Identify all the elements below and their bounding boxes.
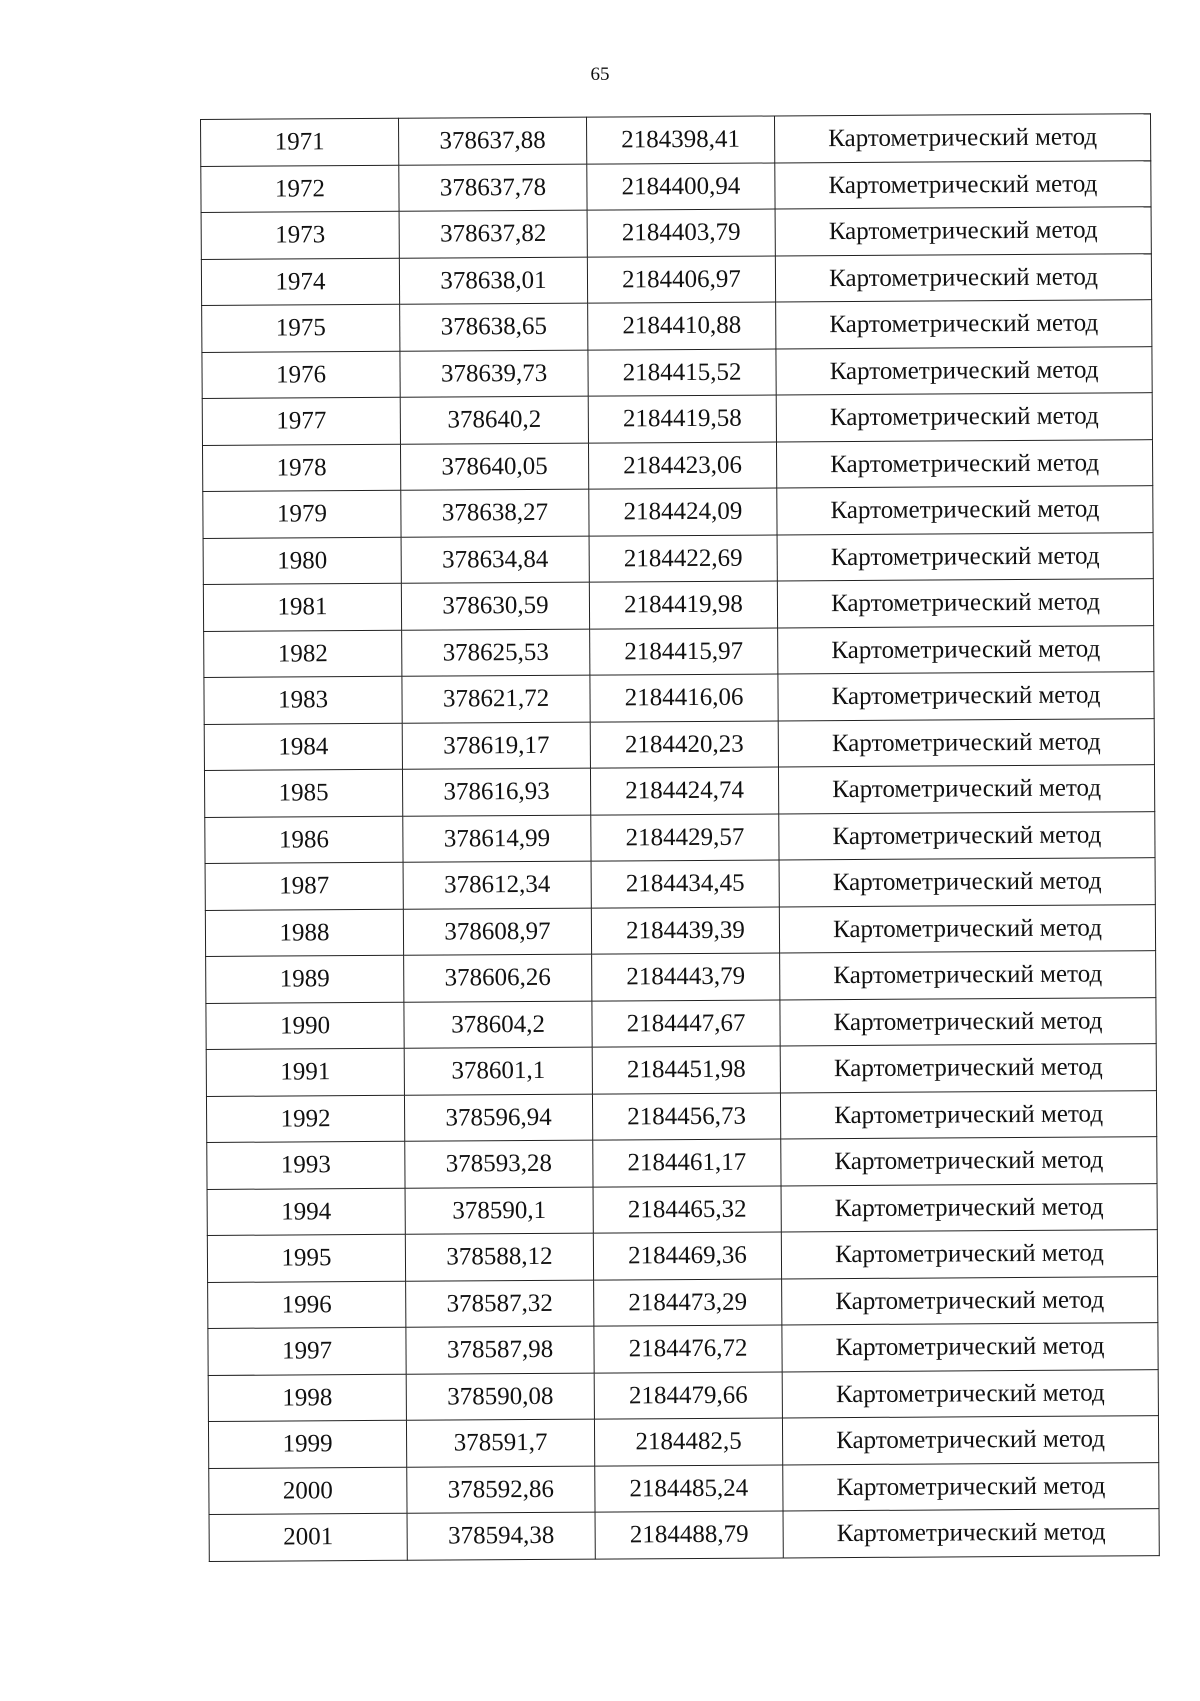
method-cell: Картометрический метод (782, 1276, 1158, 1325)
point-number-cell: 1982 (204, 630, 402, 678)
page-number: 65 (590, 64, 610, 85)
x-coordinate-cell: 378592,86 (407, 1466, 595, 1514)
method-cell: Картометрический метод (779, 811, 1155, 860)
method-cell: Картометрический метод (781, 1137, 1157, 1186)
x-coordinate-cell: 378587,32 (406, 1280, 594, 1328)
table-row (204, 718, 1154, 770)
x-coordinate-cell: 378640,05 (400, 443, 588, 491)
table-row (205, 811, 1155, 863)
point-number-cell: 1989 (206, 955, 404, 1003)
y-coordinate-cell: 2184447,67 (592, 999, 780, 1047)
point-number-cell: 1986 (205, 816, 403, 864)
method-cell: Картометрический метод (777, 486, 1153, 535)
x-coordinate-cell: 378638,27 (401, 489, 589, 537)
y-coordinate-cell: 2184419,98 (589, 581, 777, 629)
y-coordinate-cell: 2184473,29 (594, 1278, 782, 1326)
method-cell: Картометрический метод (775, 253, 1151, 302)
y-coordinate-cell: 2184424,74 (590, 767, 778, 815)
table-row (207, 1137, 1157, 1189)
point-number-cell: 2000 (209, 1467, 407, 1515)
x-coordinate-cell: 378637,78 (399, 164, 587, 212)
coordinates-table-body (201, 114, 1160, 1561)
x-coordinate-cell: 378604,2 (404, 1001, 592, 1049)
table-row (203, 532, 1153, 584)
point-number-cell: 1971 (201, 118, 399, 166)
y-coordinate-cell: 2184439,39 (591, 906, 779, 954)
method-cell: Картометрический метод (779, 858, 1155, 907)
y-coordinate-cell: 2184424,09 (589, 488, 777, 536)
coordinates-table (200, 113, 1160, 1561)
y-coordinate-cell: 2184403,79 (587, 209, 775, 257)
y-coordinate-cell: 2184419,58 (588, 395, 776, 443)
table-row (202, 393, 1152, 445)
point-number-cell: 1981 (203, 583, 401, 631)
x-coordinate-cell: 378587,98 (406, 1326, 594, 1374)
x-coordinate-cell: 378591,7 (406, 1419, 594, 1467)
point-number-cell: 1978 (202, 444, 400, 492)
point-number-cell: 1995 (207, 1234, 405, 1282)
x-coordinate-cell: 378619,17 (402, 722, 590, 770)
point-number-cell: 1979 (203, 490, 401, 538)
method-cell: Картометрический метод (776, 346, 1152, 395)
x-coordinate-cell: 378588,12 (405, 1233, 593, 1281)
x-coordinate-cell: 378637,88 (398, 117, 586, 165)
y-coordinate-cell: 2184416,06 (590, 674, 778, 722)
table-row (201, 114, 1151, 166)
y-coordinate-cell: 2184415,52 (588, 348, 776, 396)
point-number-cell: 1983 (204, 676, 402, 724)
table-row (202, 300, 1152, 352)
point-number-cell: 1987 (205, 862, 403, 910)
y-coordinate-cell: 2184434,45 (591, 860, 779, 908)
y-coordinate-cell: 2184476,72 (594, 1325, 782, 1373)
y-coordinate-cell: 2184398,41 (586, 116, 774, 164)
y-coordinate-cell: 2184400,94 (587, 162, 775, 210)
y-coordinate-cell: 2184410,88 (588, 302, 776, 350)
method-cell: Картометрический метод (781, 1183, 1157, 1232)
y-coordinate-cell: 2184406,97 (587, 255, 775, 303)
x-coordinate-cell: 378614,99 (403, 815, 591, 863)
point-number-cell: 1994 (207, 1188, 405, 1236)
method-cell: Картометрический метод (778, 718, 1154, 767)
method-cell: Картометрический метод (777, 579, 1153, 628)
method-cell: Картометрический метод (778, 765, 1154, 814)
point-number-cell: 1999 (208, 1420, 406, 1468)
point-number-cell: 1990 (206, 1002, 404, 1050)
method-cell: Картометрический метод (781, 1230, 1157, 1279)
x-coordinate-cell: 378612,34 (403, 861, 591, 909)
method-cell: Картометрический метод (780, 951, 1156, 1000)
x-coordinate-cell: 378634,84 (401, 536, 589, 584)
point-number-cell: 1984 (204, 723, 402, 771)
y-coordinate-cell: 2184443,79 (592, 953, 780, 1001)
x-coordinate-cell: 378625,53 (402, 629, 590, 677)
x-coordinate-cell: 378630,59 (401, 582, 589, 630)
x-coordinate-cell: 378616,93 (402, 768, 590, 816)
method-cell: Картометрический метод (779, 904, 1155, 953)
table-row (203, 579, 1153, 631)
method-cell: Картометрический метод (782, 1323, 1158, 1372)
table-row (206, 1090, 1156, 1142)
x-coordinate-cell: 378639,73 (400, 350, 588, 398)
table-row (207, 1230, 1157, 1282)
x-coordinate-cell: 378590,1 (405, 1187, 593, 1235)
y-coordinate-cell: 2184479,66 (594, 1371, 782, 1419)
method-cell: Картометрический метод (778, 672, 1154, 721)
x-coordinate-cell: 378596,94 (404, 1094, 592, 1142)
method-cell: Картометрический метод (777, 532, 1153, 581)
y-coordinate-cell: 2184482,5 (594, 1418, 782, 1466)
table-row (202, 439, 1152, 491)
point-number-cell: 1988 (205, 909, 403, 957)
point-number-cell: 1997 (208, 1327, 406, 1375)
method-cell: Картометрический метод (783, 1462, 1159, 1511)
method-cell: Картометрический метод (780, 1090, 1156, 1139)
point-number-cell: 1975 (202, 304, 400, 352)
table-row (203, 486, 1153, 538)
point-number-cell: 1974 (201, 258, 399, 306)
y-coordinate-cell: 2184456,73 (592, 1092, 780, 1140)
y-coordinate-cell: 2184423,06 (588, 441, 776, 489)
y-coordinate-cell: 2184488,79 (595, 1511, 783, 1559)
point-number-cell: 1980 (203, 537, 401, 585)
y-coordinate-cell: 2184465,32 (593, 1185, 781, 1233)
point-number-cell: 1993 (207, 1141, 405, 1189)
method-cell: Картометрический метод (780, 997, 1156, 1046)
x-coordinate-cell: 378593,28 (405, 1140, 593, 1188)
table-row (208, 1276, 1158, 1328)
table-row (208, 1323, 1158, 1375)
y-coordinate-cell: 2184461,17 (593, 1139, 781, 1187)
table-row (209, 1462, 1159, 1514)
point-number-cell: 1992 (206, 1095, 404, 1143)
method-cell: Картометрический метод (776, 439, 1152, 488)
x-coordinate-cell: 378606,26 (404, 954, 592, 1002)
x-coordinate-cell: 378638,01 (399, 257, 587, 305)
x-coordinate-cell: 378621,72 (402, 675, 590, 723)
table-row (206, 951, 1156, 1003)
point-number-cell: 1996 (208, 1281, 406, 1329)
x-coordinate-cell: 378594,38 (407, 1512, 595, 1560)
y-coordinate-cell: 2184429,57 (591, 813, 779, 861)
table-row (205, 904, 1155, 956)
x-coordinate-cell: 378590,08 (406, 1373, 594, 1421)
point-number-cell: 1973 (201, 211, 399, 259)
point-number-cell: 1998 (208, 1374, 406, 1422)
point-number-cell: 1976 (202, 351, 400, 399)
table-row (209, 1509, 1159, 1561)
y-coordinate-cell: 2184420,23 (590, 720, 778, 768)
method-cell: Картометрический метод (776, 393, 1152, 442)
method-cell: Картометрический метод (780, 1044, 1156, 1093)
x-coordinate-cell: 378640,2 (400, 396, 588, 444)
table-row (207, 1183, 1157, 1235)
point-number-cell: 1985 (204, 769, 402, 817)
method-cell: Картометрический метод (782, 1369, 1158, 1418)
point-number-cell: 1991 (206, 1048, 404, 1096)
method-cell: Картометрический метод (774, 114, 1150, 163)
table-row (206, 997, 1156, 1049)
y-coordinate-cell: 2184485,24 (595, 1464, 783, 1512)
x-coordinate-cell: 378637,82 (399, 210, 587, 258)
x-coordinate-cell: 378601,1 (404, 1047, 592, 1095)
table-row (206, 1044, 1156, 1096)
table-row (204, 765, 1154, 817)
table-row (201, 160, 1151, 212)
table-row (204, 672, 1154, 724)
table-row (208, 1416, 1158, 1468)
method-cell: Картометрический метод (775, 207, 1151, 256)
table-row (201, 207, 1151, 259)
x-coordinate-cell: 378608,97 (403, 908, 591, 956)
method-cell: Картометрический метод (776, 300, 1152, 349)
point-number-cell: 1977 (202, 397, 400, 445)
method-cell: Картометрический метод (775, 160, 1151, 209)
y-coordinate-cell: 2184422,69 (589, 534, 777, 582)
table-row (205, 858, 1155, 910)
point-number-cell: 1972 (201, 165, 399, 213)
x-coordinate-cell: 378638,65 (400, 303, 588, 351)
y-coordinate-cell: 2184415,97 (590, 627, 778, 675)
table-row (204, 625, 1154, 677)
table-row (201, 253, 1151, 305)
y-coordinate-cell: 2184451,98 (592, 1046, 780, 1094)
point-number-cell: 2001 (209, 1513, 407, 1561)
method-cell: Картометрический метод (783, 1509, 1159, 1558)
table-row (208, 1369, 1158, 1421)
method-cell: Картометрический метод (778, 625, 1154, 674)
y-coordinate-cell: 2184469,36 (593, 1232, 781, 1280)
method-cell: Картометрический метод (782, 1416, 1158, 1465)
table-row (202, 346, 1152, 398)
